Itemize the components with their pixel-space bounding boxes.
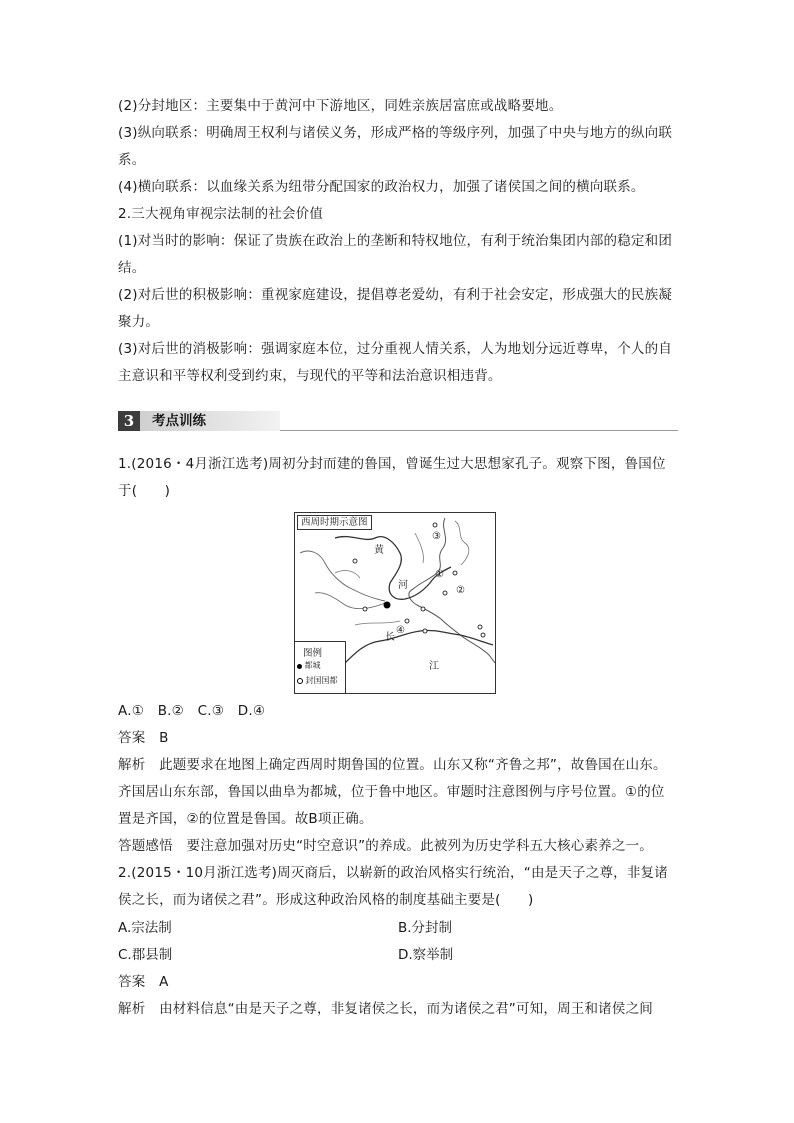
question-2-stem-cont: 侯之长，而为诸侯之君”。形成这种政治风格的制度基础主要是( ) xyxy=(118,892,534,908)
question-2-option-d: D.察举制 xyxy=(398,947,454,963)
section-title: 考点训练 xyxy=(152,413,206,429)
map-title: 西周时期示意图 xyxy=(297,515,372,530)
fief-dot-icon xyxy=(297,678,303,684)
text-line: 2.三大视角审视宗法制的社会价值 xyxy=(118,206,324,222)
question-2-stem: 2.(2015・10月浙江选考)周灭商后，以崭新的政治风格实行统治，“由是天子之尊，非复诸 xyxy=(118,865,668,881)
text-line: (4)横向联系：以血缘关系为纽带分配国家的政治权力，加强了诸侯国之间的横向联系。 xyxy=(118,179,645,195)
question-1-insight: 答题感悟 要注意加强对历史“时空意识”的养成。此被列为历史学科五大核心素养之一。 xyxy=(118,838,653,854)
text-line: 系。 xyxy=(118,152,146,168)
question-2-option-a: A.宗法制 xyxy=(118,920,172,936)
question-1-analysis: 置是齐国，②的位置是鲁国。故B项正确。 xyxy=(118,811,373,827)
map-marker-4: ④ xyxy=(396,625,405,636)
map-marker-1: ① xyxy=(435,569,444,580)
map-label-he: 河 xyxy=(398,580,408,591)
map-figure xyxy=(294,512,496,694)
question-1-options: A.① B.② C.③ D.④ xyxy=(118,703,266,719)
question-1-stem-cont: 于( ) xyxy=(118,483,171,499)
text-line: 结。 xyxy=(118,260,146,276)
question-2-answer: 答案 A xyxy=(118,974,169,990)
question-2-option-b: B.分封制 xyxy=(398,920,453,936)
capital-dot-icon xyxy=(297,664,302,669)
question-2-analysis: 解析 由材料信息“由是天子之尊，非复诸侯之长，而为诸侯之君”可知，周王和诸侯之间 xyxy=(118,1001,653,1017)
text-line: (3)纵向联系：明确周王权利与诸侯义务，形成严格的等级序列，加强了中央与地方的纵向联 xyxy=(118,125,673,141)
map-legend xyxy=(295,641,346,693)
question-1-stem: 1.(2016・4月浙江选考)周初分封而建的鲁国，曾诞生过大思想家孔子。观察下图，鲁国位 xyxy=(118,456,666,472)
legend-fief-label: 封国国都 xyxy=(305,676,338,685)
text-line: (2)分封地区：主要集中于黄河中下游地区，同姓亲族居富庶或战略要地。 xyxy=(118,98,563,114)
question-1-analysis: 齐国居山东东部，鲁国以曲阜为都城，位于鲁中地区。审题时注意图例与序号位置。①的位 xyxy=(118,784,665,800)
map-label-huang: 黄 xyxy=(374,545,384,556)
legend-title: 图例 xyxy=(303,648,323,659)
capital-dot xyxy=(384,602,391,609)
legend-row-fief xyxy=(297,675,338,686)
text-line: (3)对后世的消极影响：强调家庭本位，过分重视人情关系，人为地划分远近尊卑，个人的自 xyxy=(118,341,673,357)
map-marker-3: ③ xyxy=(432,531,441,542)
question-1-answer: 答案 B xyxy=(118,730,169,746)
map-marker-2: ② xyxy=(456,585,465,596)
legend-row-capital xyxy=(297,660,321,671)
text-line: (1)对当时的影响：保证了贵族在政治上的垄断和特权地位，有利于统治集团内部的稳定和团 xyxy=(118,233,673,249)
text-line: (2)对后世的积极影响：重视家庭建设，提倡尊老爱幼，有利于社会安定，形成强大的民族凝 xyxy=(118,287,673,303)
text-line: 主意识和平等权利受到约束，与现代的平等和法治意识相违背。 xyxy=(118,368,502,384)
text-line: 聚力。 xyxy=(118,314,160,330)
question-1-analysis: 解析 此题要求在地图上确定西周时期鲁国的位置。山东又称“齐鲁之邦”，故鲁国在山东。 xyxy=(118,757,667,773)
map-label-chang: 长 xyxy=(385,632,395,643)
section-title-box xyxy=(140,411,280,431)
section-number: 3 xyxy=(118,411,140,431)
question-2-option-c: C.郡县制 xyxy=(118,947,173,963)
map-label-jiang: 江 xyxy=(429,661,439,672)
legend-capital-label: 都城 xyxy=(304,661,321,670)
section-rule xyxy=(280,430,678,431)
section-header xyxy=(118,410,678,432)
